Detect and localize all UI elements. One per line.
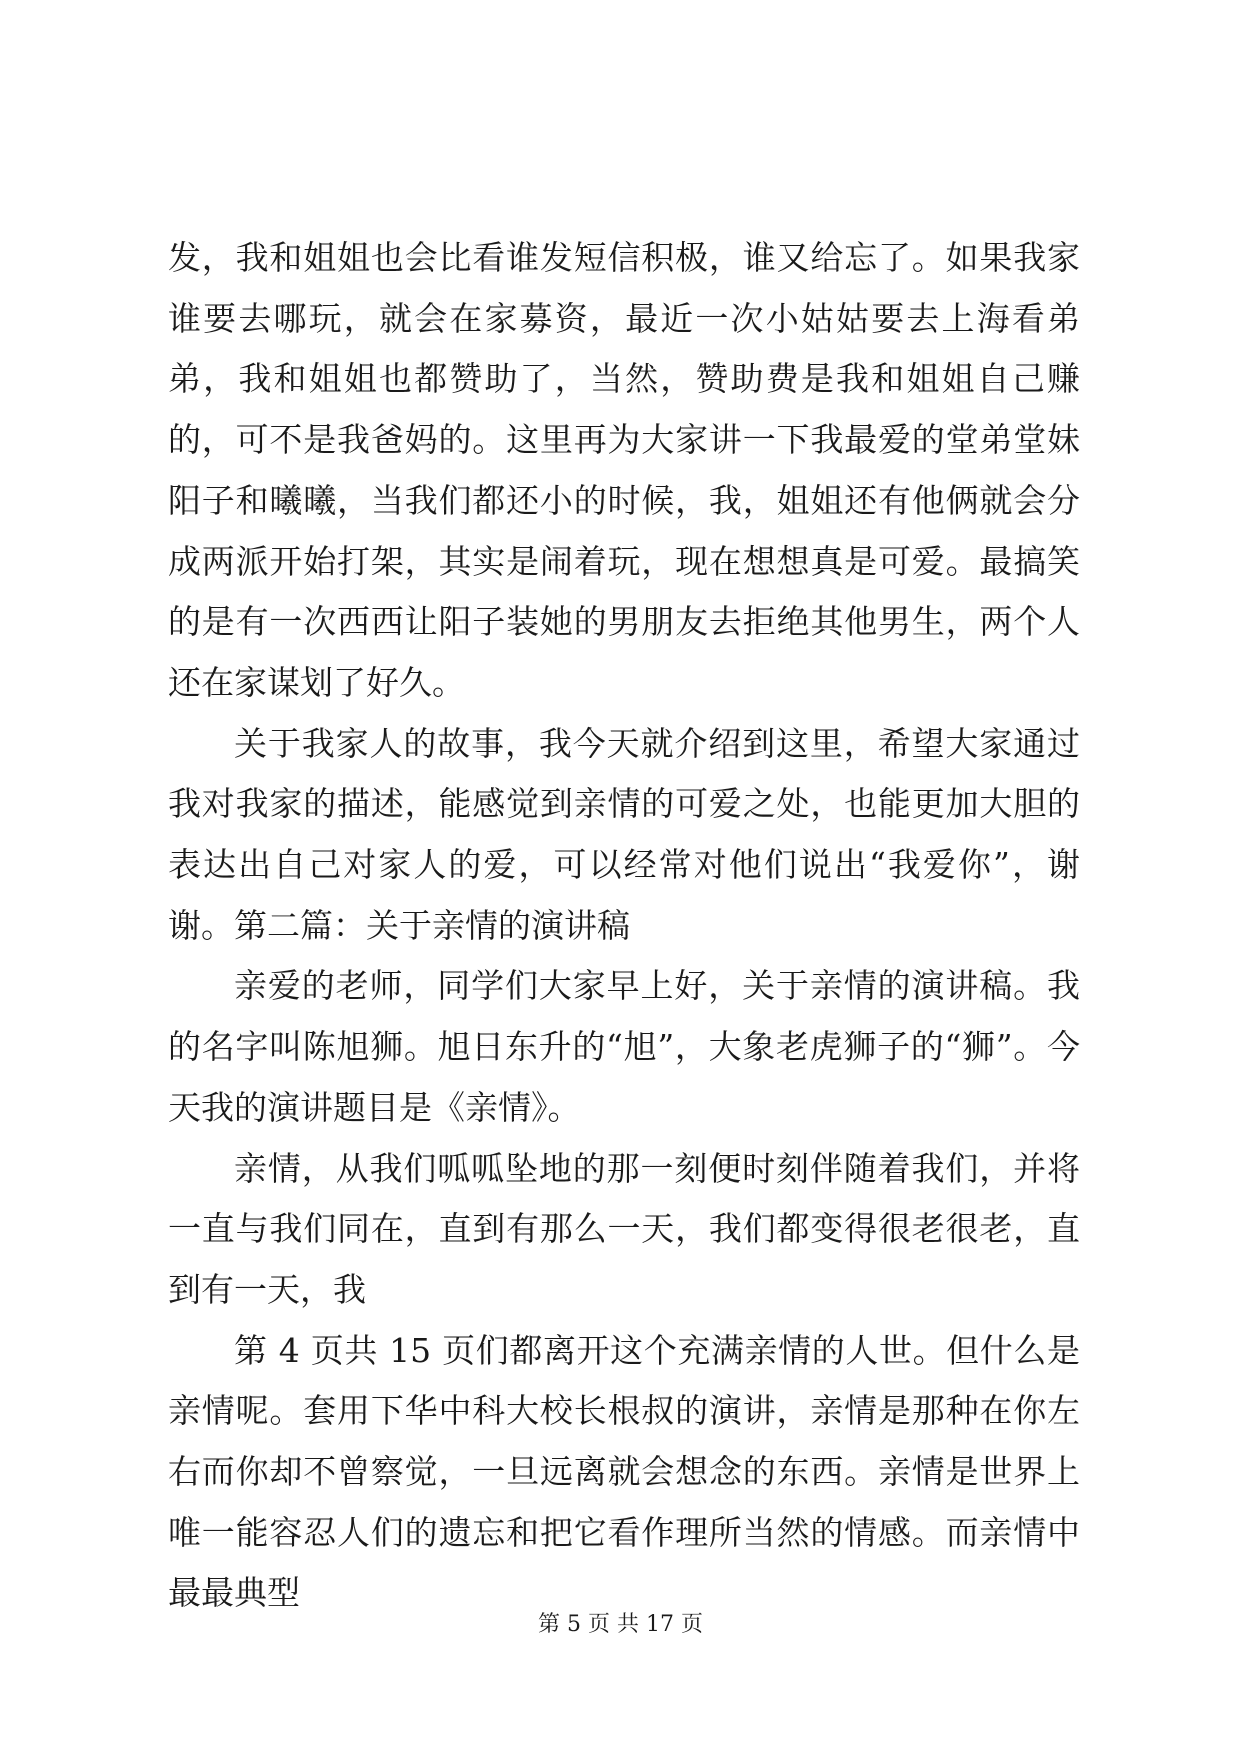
paragraph-5: 第 4 页共 15 页们都离开这个充满亲情的人世。但什么是亲情呢。套用下华中科大校长根叔的演讲，亲情是那种在你左右而你却不曾察觉，一旦远离就会想念的东西。亲情是世界上唯一能容忍人们的遗忘和把它看作理所当然的情感。而亲情中最最典型 [168, 1330, 1080, 1613]
paragraph-4: 亲情，从我们呱呱坠地的那一刻便时刻伴随着我们，并将一直与我们同在，直到有那么一天，我们都变得很老很老，直到有一天，我 [168, 1148, 1080, 1309]
paragraph-2: 关于我家人的故事，我今天就介绍到这里，希望大家通过我对我家的描述，能感觉到亲情的可爱之处，也能更加大胆的表达出自己对家人的爱，可以经常对他们说出“我爱你”，谢谢。第二篇：关于亲情的演讲稿 [168, 723, 1080, 945]
paragraph-3: 亲爱的老师，同学们大家早上好，关于亲情的演讲稿。我的名字叫陈旭狮。旭日东升的“旭”，大象老虎狮子的“狮”。今天我的演讲题目是《亲情》。 [168, 966, 1080, 1127]
page-footer: 第 5 页 共 17 页 [538, 1612, 703, 1637]
paragraph-1: 发，我和姐姐也会比看谁发短信积极，谁又给忘了。如果我家谁要去哪玩，就会在家募资，最近一次小姑姑要去上海看弟弟，我和姐姐也都赞助了，当然，赞助费是我和姐姐自己赚的，可不是我爸妈的。这里再为大家讲一下我最爱的堂弟堂妹阳子和曦曦，当我们都还小的时候，我，姐姐还有他俩就会分成两派开始打架，其实是闹着玩，现在想想真是可爱。最搞笑的是有一次西西让阳子装她的男朋友去拒绝其他男生，两个人还在家谋划了好久。 [168, 238, 1080, 702]
document-body [168, 228, 1080, 1624]
